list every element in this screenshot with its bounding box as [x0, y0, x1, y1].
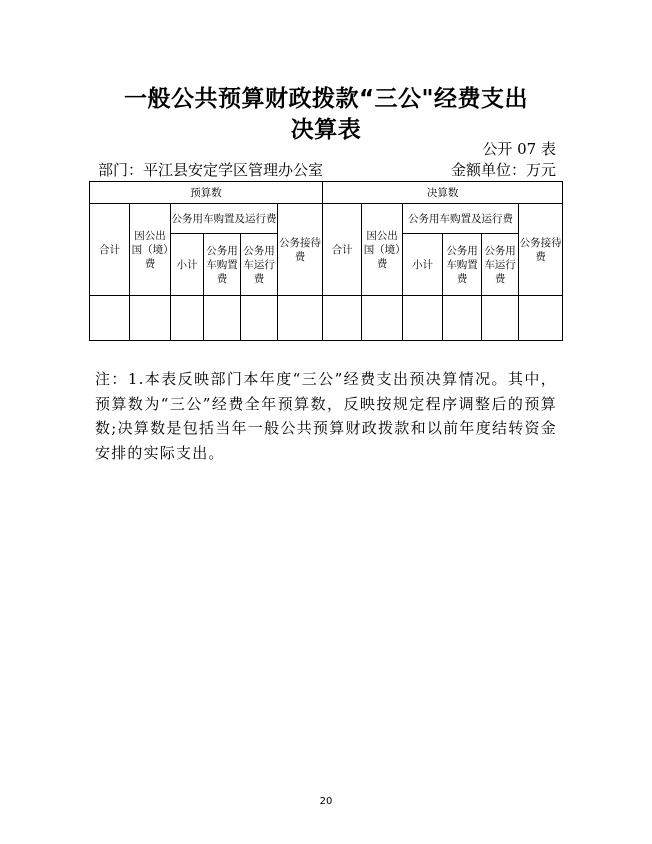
final-accounts-header: 决算数 [323, 182, 563, 204]
budget-vehicle-purchase-header: 公务用车购置费 [204, 234, 241, 296]
budget-subtotal-header: 小计 [171, 234, 204, 296]
final-total-header: 合计 [323, 204, 362, 296]
table-row [90, 296, 563, 341]
amount-unit-label: 金额单位：万元 [450, 161, 556, 179]
final-vehicle-operation-cell [482, 296, 519, 341]
department-label: 部门：平江县安定学区管理办公室 [98, 161, 324, 179]
final-total-cell [323, 296, 362, 341]
final-reception-cell [519, 296, 563, 341]
final-abroad-header: 因公出国（境）费 [362, 204, 403, 296]
final-vehicle-group-header: 公务用车购置及运行费 [403, 204, 519, 234]
final-vehicle-operation-header: 公务用车运行费 [482, 234, 519, 296]
budget-vehicle-group-header: 公务用车购置及运行费 [171, 204, 278, 234]
final-abroad-cell [362, 296, 403, 341]
budget-vehicle-purchase-cell [204, 296, 241, 341]
three-public-expenses-table [89, 181, 563, 341]
table-note: 注：1.本表反映部门本年度“三公”经费支出预决算情况。其中，预算数为“三公”经费全年预算数，反映按规定程序调整后的预算数;决算数是包括当年一般公共预算财政拨款和以前年度结转资金安排的实际支出。 [95, 370, 557, 462]
budget-total-cell [90, 296, 130, 341]
budget-header: 预算数 [90, 182, 323, 204]
budget-reception-header: 公务接待费 [278, 204, 323, 296]
final-vehicle-purchase-cell [443, 296, 482, 341]
final-vehicle-purchase-header: 公务用车购置费 [443, 234, 482, 296]
final-reception-header: 公务接待费 [519, 204, 563, 296]
budget-vehicle-operation-cell [241, 296, 278, 341]
report-title-line-2: 决算表 [290, 117, 362, 143]
report-title-line-1: 一般公共预算财政拨款“三公"经费支出 [123, 86, 529, 112]
budget-abroad-header: 因公出国（境）费 [130, 204, 171, 296]
final-subtotal-header: 小计 [403, 234, 443, 296]
page-number: 20 [319, 796, 333, 807]
budget-vehicle-operation-header: 公务用车运行费 [241, 234, 278, 296]
budget-total-header: 合计 [90, 204, 130, 296]
budget-abroad-cell [130, 296, 171, 341]
budget-reception-cell [278, 296, 323, 341]
table-number: 公开 07 表 [482, 140, 556, 158]
final-subtotal-cell [403, 296, 443, 341]
budget-subtotal-cell [171, 296, 204, 341]
